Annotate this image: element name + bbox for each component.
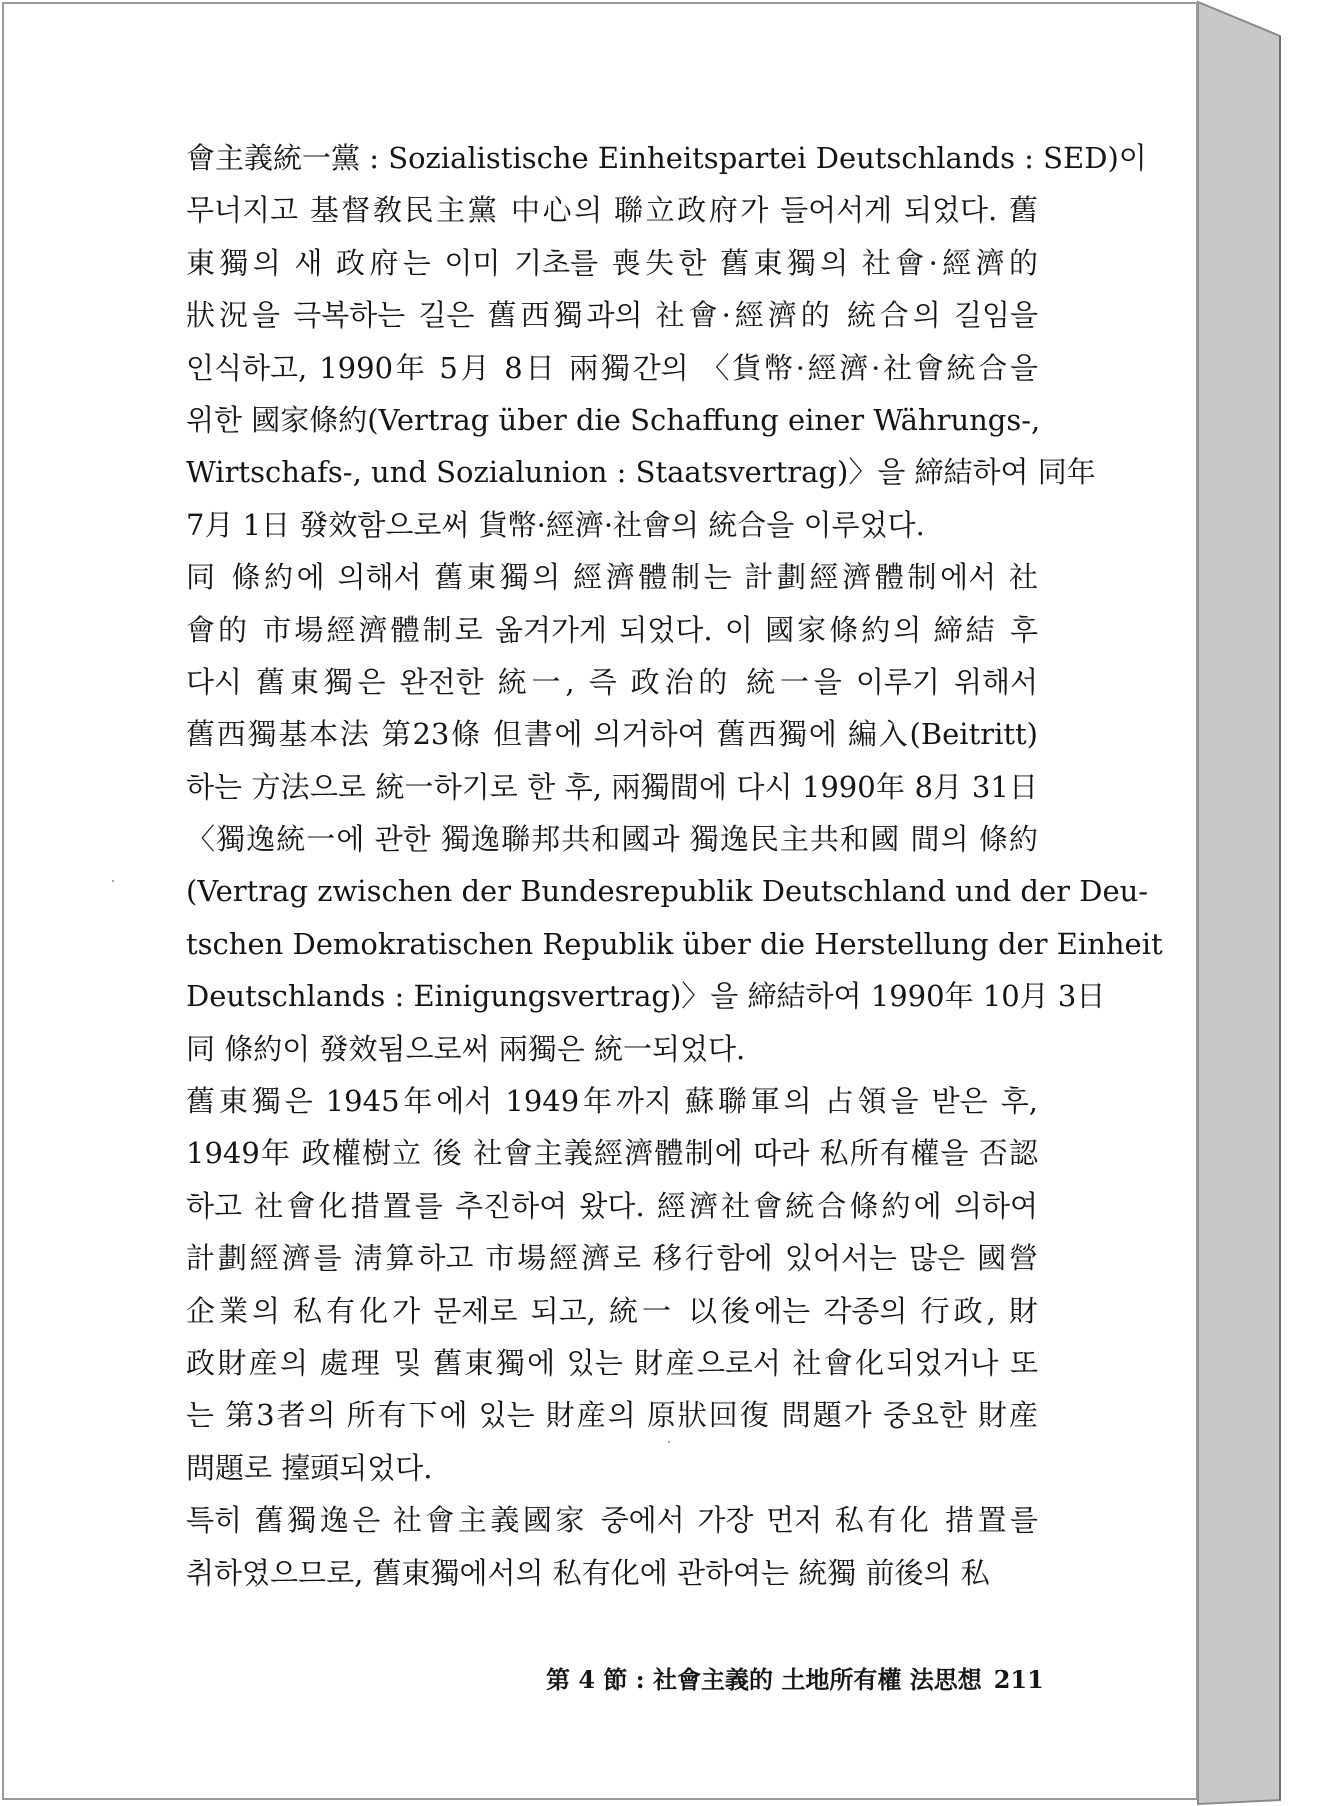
text-line: 특히 舊獨逸은 社會主義國家 중에서 가장 먼저 私有化 措置를 [186,1503,1038,1538]
text-line: tschen Demokratischen Republik über die Herstellung der Einheit [186,926,1163,961]
text-line: 計劃經濟를 淸算하고 市場經濟로 移行함에 있어서는 많은 國營 [186,1241,1038,1276]
text-line: 인식하고, 1990年 5月 8日 兩獨간의 〈貨幣·經濟·社會統合을 [186,350,1038,385]
text-line: 東獨의 새 政府는 이미 기초를 喪失한 舊東獨의 社會·經濟的 [186,245,1038,280]
text-line: 다시 舊東獨은 완전한 統一, 즉 政治的 統一을 이루기 위해서 [186,664,1038,699]
scan-speck [112,880,114,882]
text-line: 狀況을 극복하는 길은 舊西獨과의 社會·經濟的 統合의 길임을 [186,298,1038,333]
text-line: (Vertrag zwischen der Bundesrepublik Deutschland und der Deu- [186,874,1149,909]
scan-speck [668,1441,670,1443]
text-line: 하고 社會化措置를 추진하여 왔다. 經濟社會統合條約에 의하여 [186,1188,1038,1223]
text-line: 취하였으므로, 舊東獨에서의 私有化에 관하여는 統獨 前後의 私 [186,1555,990,1590]
text-line: 問題로 擡頭되었다. [186,1450,433,1485]
text-line: 同 條約에 의해서 舊東獨의 經濟體制는 計劃經濟體制에서 社 [186,560,1038,595]
text-line: 舊東獨은 1945年에서 1949年까지 蘇聯軍의 占領을 받은 후, [186,1084,1038,1119]
text-line: 는 第3者의 所有下에 있는 財産의 原狀回復 問題가 중요한 財産 [186,1398,1038,1433]
text-line: Wirtschafs-, und Sozialunion : Staatsvertrag)〉을 締結하여 同年 [186,455,1096,490]
page-body-text [186,132,1163,1599]
text-line: 7月 1日 發效함으로써 貨幣·經濟·社會의 統合을 이루었다. [186,507,925,542]
page-number: 211 [993,1665,1044,1694]
text-line: Deutschlands : Einigungsvertrag)〉을 締結하여 1990年 10月 3日 [186,979,1106,1014]
footer-section-title: 第 4 節 : 社會主義的 土地所有權 法思想 [546,1665,982,1694]
text-line: 同 條約이 發效됨으로써 兩獨은 統一되었다. [186,1031,746,1066]
text-line: 企業의 私有化가 문제로 되고, 統一 以後에는 각종의 行政, 財 [186,1293,1038,1328]
text-line: 하는 方法으로 統一하기로 한 후, 兩獨間에 다시 1990年 8月 31日 [186,769,1038,804]
text-line: 〈獨逸統一에 관한 獨逸聯邦共和國과 獨逸民主共和國 間의 條約 [186,822,1038,857]
page-footer [546,1660,1044,1695]
text-line: 會主義統一黨 : Sozialistische Einheitspartei Deutschlands : SED)이 [186,141,1147,175]
text-line: 會的 市場經濟體制로 옮겨가게 되었다. 이 國家條約의 締結 후 [186,612,1038,647]
text-line: 政財産의 處理 및 舊東獨에 있는 財産으로서 社會化되었거나 또 [186,1345,1038,1380]
text-line: 1949年 政權樹立 後 社會主義經濟體制에 따라 私所有權을 否認 [186,1136,1038,1171]
text-line: 舊西獨基本法 第23條 但書에 의거하여 舊西獨에 編入(Beitritt) [186,717,1038,752]
text-line: 무너지고 基督敎民主黨 中心의 聯立政府가 들어서게 되었다. 舊 [186,193,1038,228]
text-line: 위한 國家條約(Vertrag über die Schaffung einer Währungs-, [186,402,1041,437]
